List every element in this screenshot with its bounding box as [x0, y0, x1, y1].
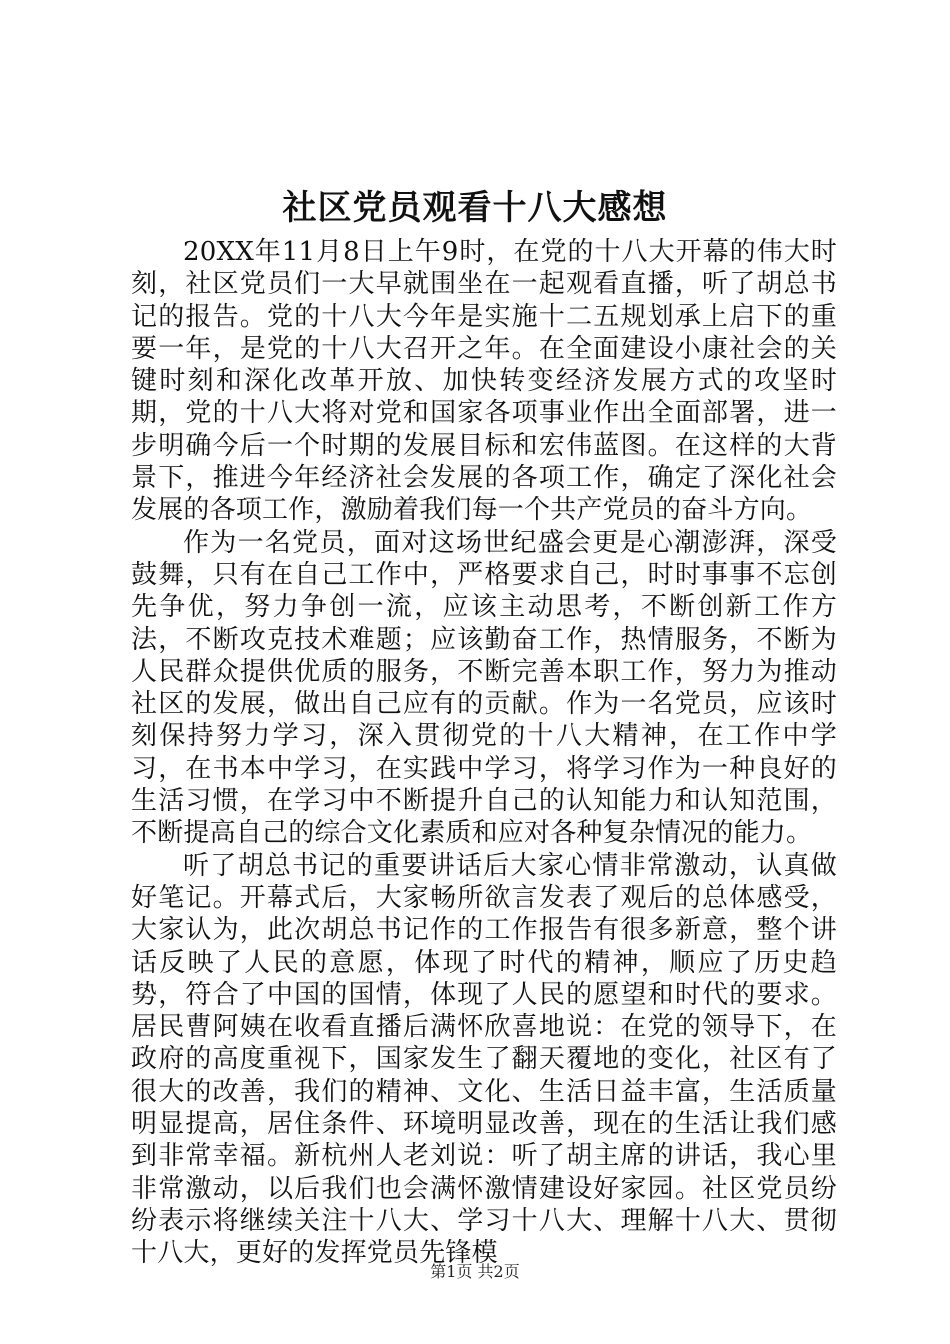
paragraph-1: 20XX年11月8日上午9时，在党的十八大开幕的伟大时刻，社区党员们一大早就围坐在一起观看直播，听了胡总书记的报告。党的十八大今年是实施十二五规划承上启下的重要一年，是党的十八大召开之年。在全面建设小康社会的关键时刻和深化改革开放、加快转变经济发展方式的攻坚时期，党的十八大将对党和国家各项事业作出全面部署，进一步明确今后一个时期的发展目标和宏伟蓝图。在这样的大背景下，推进今年经济社会发展的各项工作，确定了深化社会发展的各项工作，激励着我们每一个共产党员的奋斗方向。 [131, 237, 837, 526]
document-title: 社区党员观看十八大感想 [282, 188, 668, 228]
paragraph-2: 作为一名党员，面对这场世纪盛会更是心潮澎湃，深受鼓舞，只有在自己工作中，严格要求自己，时时事事不忘创先争优，努力争创一流，应该主动思考，不断创新工作方法，不断攻克技术难题；应该勤奋工作，热情服务，不断为人民群众提供优质的服务，不断完善本职工作，努力为推动社区的发展，做出自己应有的贡献。作为一名党员，应该时刻保持努力学习，深入贯彻党的十八大精神，在工作中学习，在书本中学习，在实践中学习，将学习作为一种良好的生活习惯，在学习中不断提升自己的认知能力和认知范围，不断提高自己的综合文化素质和应对各种复杂情况的能力。 [131, 527, 837, 849]
paragraph-3: 听了胡总书记的重要讲话后大家心情非常激动，认真做好笔记。开幕式后，大家畅所欲言发表了观后的总体感受，大家认为，此次胡总书记作的工作报告有很多新意，整个讲话反映了人民的意愿，体现了时代的精神，顺应了历史趋势，符合了中国的国情，体现了人民的愿望和时代的要求。居民曹阿姨在收看直播后满怀欣喜地说：在党的领导下，在政府的高度重视下，国家发生了翻天覆地的变化，社区有了很大的改善，我们的精神、文化、生活日益丰富，生活质量明显提高，居住条件、环境明显改善，现在的生活让我们感到非常幸福。新杭州人老刘说：听了胡主席的讲话，我心里非常激动，以后我们也会满怀激情建设好家园。社区党员纷纷表示将继续关注十八大、学习十八大、理解十八大、贯彻十八大，更好的发挥党员先锋模 [131, 850, 837, 1269]
document-body [131, 236, 837, 1270]
page-footer: 第1页 共2页 [430, 1262, 520, 1281]
